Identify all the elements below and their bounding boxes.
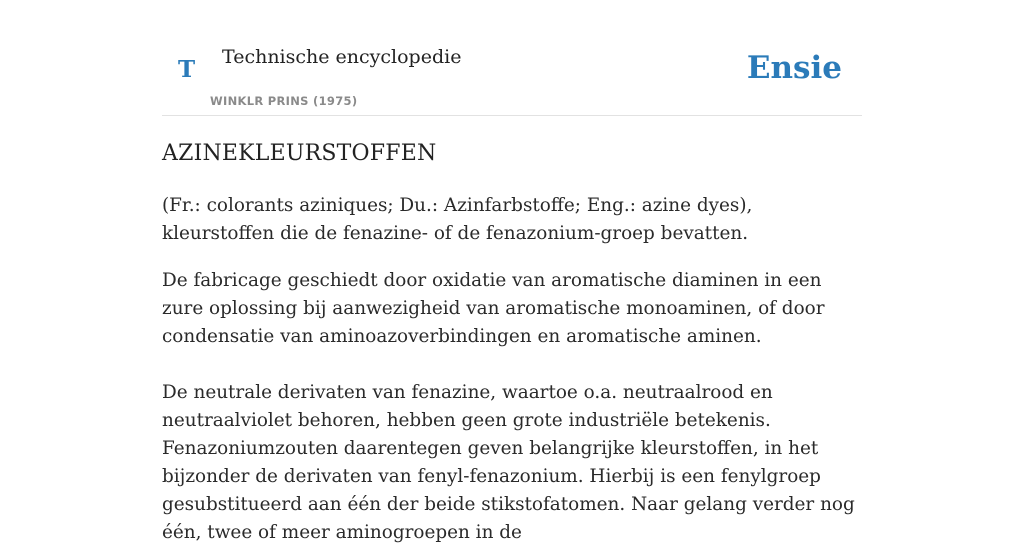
ensie-logo[interactable]: Ensie xyxy=(746,50,842,86)
article-page xyxy=(162,0,862,543)
book-source: WINKLR PRINS (1975) xyxy=(210,94,358,108)
entry-paragraph-3: De neutrale derivaten van fenazine, waartoe o.a. neutraalrood en neutraalviolet behoren, hebben geen grote industriële betekenis. Fenazoniumzouten daarentegen geven belangrijke kleurstoffen, in het bijzonder de derivaten van fenyl-fenazonium. Hierbij is een fenylgroep gesubstitueerd aan één der beide stikstofatomen. Naar gelang verder nog één, twee of meer aminogroepen in de xyxy=(162,382,855,543)
entry-title: AZINEKLEURSTOFFEN xyxy=(162,141,437,166)
entry-paragraph-1: (Fr.: colorants aziniques; Du.: Azinfarbstoffe; Eng.: azine dyes), kleurstoffen die de fenazine- of de fenazonium-groep bevatten. xyxy=(162,195,753,244)
page-header xyxy=(162,0,862,116)
book-badge-icon[interactable]: T xyxy=(178,56,196,83)
entry-paragraph-2: De fabricage geschiedt door oxidatie van aromatische diaminen in een zure oplossing bij aanwezigheid van aromatische monoaminen, of door condensatie van aminoazoverbindingen en aromatische aminen. xyxy=(162,270,825,347)
book-title-link[interactable]: Technische encyclopedie xyxy=(222,46,462,68)
